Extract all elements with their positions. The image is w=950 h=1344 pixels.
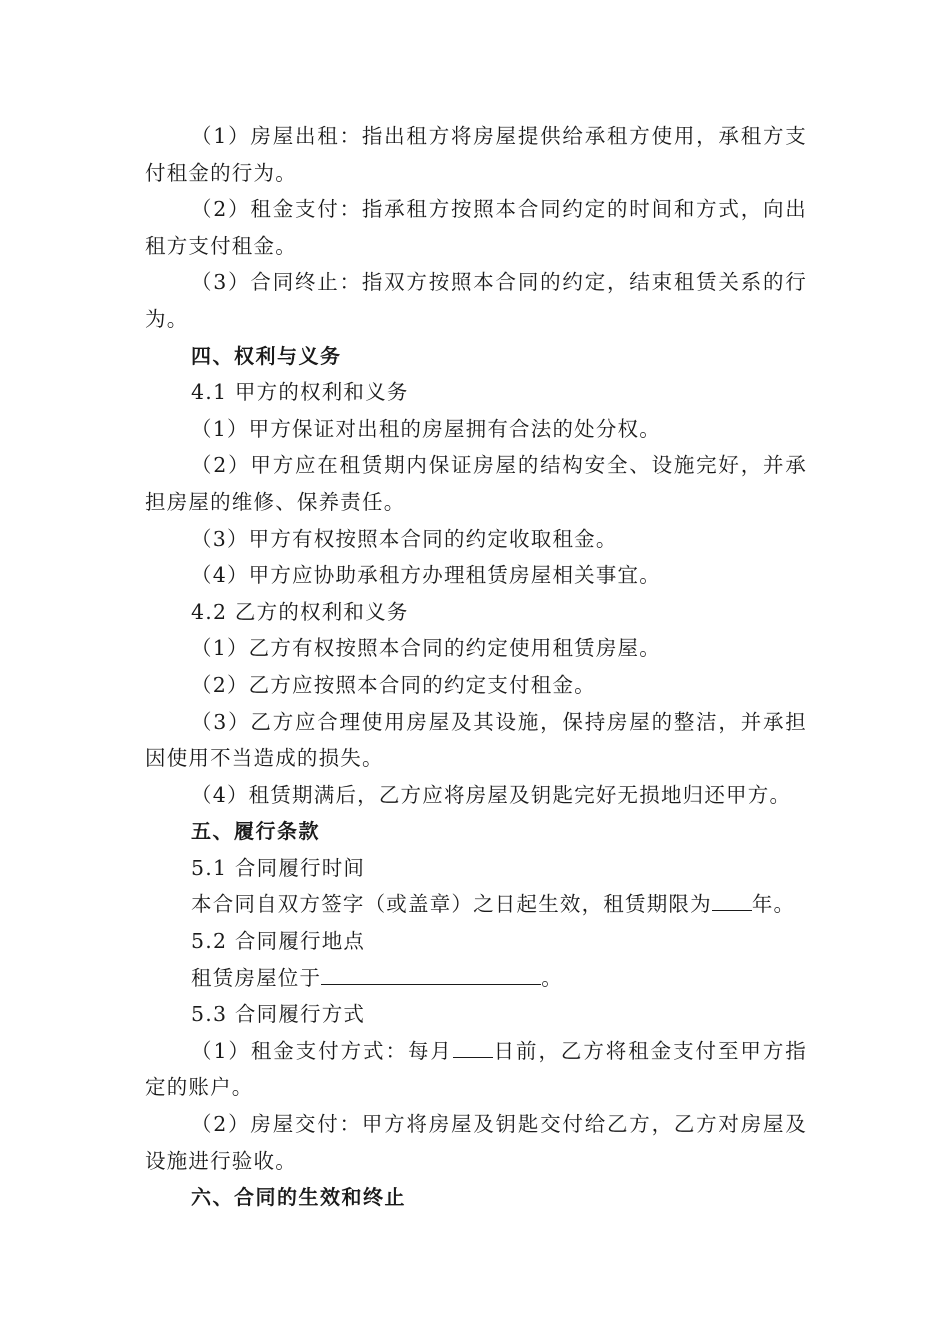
location-sentence — [145, 960, 807, 997]
location-text-after: 。 — [541, 965, 563, 990]
party-a-item-4: （4）甲方应协助承租方办理租赁房屋相关事宜。 — [191, 563, 661, 588]
location-text-before: 租赁房屋位于 — [191, 965, 322, 990]
handover-line2: 设施进行验收。 — [145, 1148, 297, 1173]
payment-text-after: 日前，乙方将租金支付至甲方指 — [492, 1038, 807, 1063]
party-b-item-1: （1）乙方有权按照本合同的约定使用租赁房屋。 — [191, 636, 661, 661]
section-5-2-title: 5.2 合同履行地点 — [191, 929, 366, 954]
definition-2-line2: 租方支付租金。 — [145, 233, 297, 258]
property-address-blank[interactable] — [321, 966, 541, 985]
section-4-2-title: 4.2 乙方的权利和义务 — [191, 599, 409, 624]
section-6-heading: 六、合同的生效和终止 — [191, 1185, 406, 1210]
party-a-item-2-line2: 担房屋的维修、保养责任。 — [145, 489, 406, 514]
definition-1-line1: （1）房屋出租：指出租方将房屋提供给承租方使用，承租方支 — [191, 124, 807, 148]
term-sentence — [145, 886, 807, 923]
party-b-item-3-line1: （3）乙方应合理使用房屋及其设施，保持房屋的整洁，并承担 — [191, 709, 807, 734]
section-5-3-title: 5.3 合同履行方式 — [191, 1002, 366, 1027]
section-4-1-title: 4.1 甲方的权利和义务 — [191, 380, 409, 405]
party-a-item-1: （1）甲方保证对出租的房屋拥有合法的处分权。 — [191, 416, 661, 441]
lease-years-blank[interactable] — [712, 892, 752, 911]
handover-line1: （2）房屋交付：甲方将房屋及钥匙交付给乙方，乙方对房屋及 — [191, 1112, 807, 1137]
payment-method-line2: 定的账户。 — [145, 1075, 254, 1100]
definition-3-line2: 为。 — [145, 306, 189, 331]
party-a-item-3: （3）甲方有权按照本合同的约定收取租金。 — [191, 526, 618, 551]
section-4-heading: 四、权利与义务 — [191, 343, 342, 368]
party-b-item-2: （2）乙方应按照本合同的约定支付租金。 — [191, 672, 596, 697]
definition-3-line1: （3）合同终止：指双方按照本合同的约定，结束租赁关系的行 — [191, 270, 807, 295]
party-a-item-2-line1: （2）甲方应在租赁期内保证房屋的结构安全、设施完好，并承 — [191, 453, 807, 478]
section-5-1-title: 5.1 合同履行时间 — [191, 855, 366, 880]
document-page — [145, 118, 807, 1216]
term-text-before: 本合同自双方签字（或盖章）之日起生效，租赁期限为 — [191, 892, 712, 917]
section-5-heading: 五、履行条款 — [191, 819, 320, 844]
definition-2-line1: （2）租金支付：指承租方按照本合同约定的时间和方式，向出 — [191, 197, 807, 222]
payment-day-blank[interactable] — [453, 1039, 493, 1058]
party-b-item-3-line2: 因使用不当造成的损失。 — [145, 746, 384, 771]
payment-text-before: （1）租金支付方式：每月 — [191, 1038, 453, 1063]
party-b-item-4: （4）租赁期满后，乙方应将房屋及钥匙完好无损地归还甲方。 — [191, 782, 792, 807]
payment-method-line1 — [145, 1033, 807, 1070]
term-text-after: 年。 — [751, 892, 796, 917]
definition-1-line2: 付租金的行为。 — [145, 160, 297, 185]
